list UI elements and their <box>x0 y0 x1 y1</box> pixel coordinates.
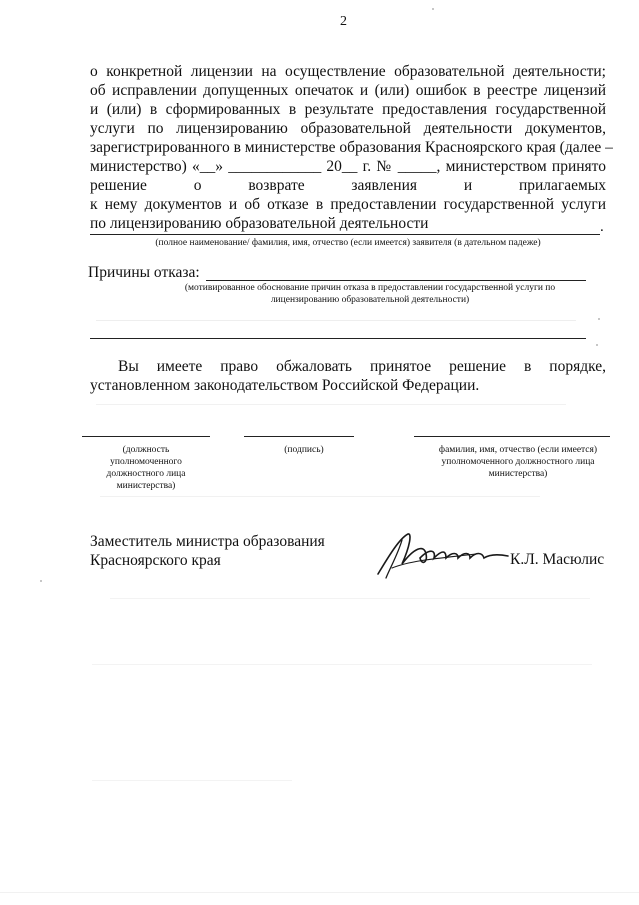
body-line-4: услуги по лицензированию образовательной деятельности документов, <box>90 120 606 137</box>
body-line-5: зарегистрированного в министерстве образования Красноярского края (далее – <box>90 139 613 156</box>
scan-artifact <box>0 892 639 893</box>
scan-artifact <box>92 664 592 665</box>
reasons-caption-1: (мотивированное обоснование причин отказа в предоставлении государственной услуги по <box>184 283 556 293</box>
body-line-9: по лицензированию образовательной деятельности <box>90 215 429 232</box>
applicant-line <box>90 234 600 235</box>
signature-line <box>244 436 354 437</box>
reasons-caption-2: лицензированию образовательной деятельности) <box>270 295 470 305</box>
page-number: 2 <box>340 14 347 29</box>
handwritten-signature <box>372 524 517 584</box>
scan-artifact <box>100 496 540 497</box>
name-line <box>414 436 610 437</box>
reasons-line <box>206 280 586 281</box>
body-line-3: и (или) в сформированных в результате предоставления государственной <box>90 101 606 118</box>
signature-caption: (подпись) <box>284 445 324 455</box>
deputy-title-line-2: Красноярского края <box>90 552 221 569</box>
body-line-1: о конкретной лицензии на осуществление образовательной деятельности; <box>90 63 606 80</box>
appeal-line-1: Вы имеете право обжаловать принятое решение в порядке, <box>118 358 606 375</box>
applicant-caption: (полное наименование/ фамилия, имя, отчество (если имеется) заявителя (в дательном падеже) <box>155 238 541 248</box>
deputy-title-line-1: Заместитель министра образования <box>90 533 325 550</box>
deputy-name: К.Л. Масюлис <box>510 551 605 568</box>
name-caption: фамилия, имя, отчество (если имеется) уполномоченного должностного лица министерства) <box>438 445 598 479</box>
body-line-7: решение о возврате заявления и прилагаемых <box>90 177 606 194</box>
scan-speck <box>40 580 42 582</box>
body-line-6: министерство) «__» ____________ 20__ г. № _____, министерством принято <box>90 158 606 175</box>
body-line-8: к нему документов и об отказе в предоставлении государственной услуги <box>90 196 606 213</box>
scan-artifact <box>96 404 566 405</box>
position-caption: (должность уполномоченного должностного лица министерства) <box>106 445 186 491</box>
scan-speck <box>598 318 600 320</box>
body-line-2: об исправлении допущенных опечаток и (или) ошибок в реестре лицензий <box>90 82 606 99</box>
reasons-line-2 <box>90 338 586 339</box>
scan-artifact <box>92 780 292 781</box>
appeal-line-2: установленном законодательством Российской Федерации. <box>90 377 480 394</box>
scan-speck <box>432 8 434 10</box>
scan-artifact <box>110 598 590 599</box>
scan-artifact <box>96 320 576 321</box>
scan-speck <box>596 344 598 346</box>
applicant-line-end: . <box>600 219 604 235</box>
reasons-label: Причины отказа: <box>88 264 200 281</box>
position-line <box>82 436 210 437</box>
